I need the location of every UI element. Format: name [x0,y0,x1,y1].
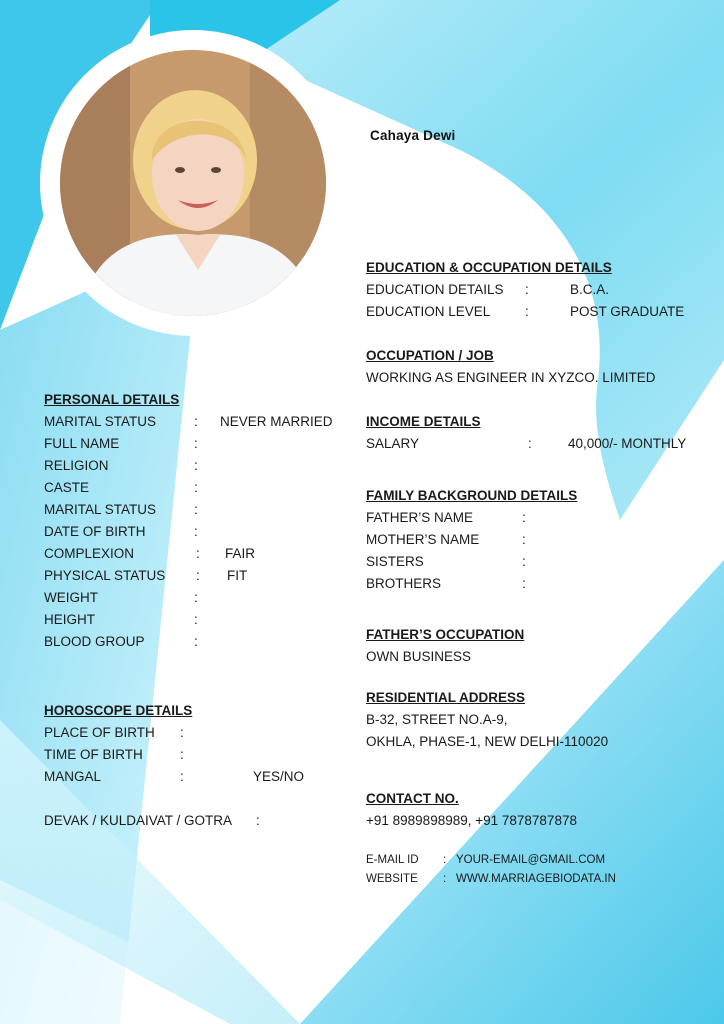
brothers-label: BROTHERS [366,576,442,591]
physical-status-label: PHYSICAL STATUS [44,568,166,583]
physical-status-value: FIT [227,568,248,583]
contact-phones: +91 8989898989, +91 7878787878 [366,813,577,828]
caste-label: CASTE [44,480,90,495]
fathers-name-sep: : [522,510,526,525]
occupation-heading: OCCUPATION / JOB [366,348,494,363]
gotra-label: DEVAK / KULDAIVAT / GOTRA [44,813,233,828]
horoscope-heading: HOROSCOPE DETAILS [44,703,193,718]
marital-status-value: NEVER MARRIED [220,414,333,429]
personal-heading: PERSONAL DETAILS [44,392,180,407]
weight-label: WEIGHT [44,590,98,605]
contact-heading: CONTACT NO. [366,791,459,806]
education-details-label: EDUCATION DETAILS [366,282,504,297]
complexion-value: FAIR [225,546,256,561]
full-name-label: FULL NAME [44,436,120,451]
profile-name: Cahaya Dewi [370,128,456,143]
religion-sep: : [194,458,198,473]
mothers-name-sep: : [522,532,526,547]
website-sep: : [443,873,447,885]
mangal-value: YES/NO [253,769,305,784]
religion-label: RELIGION [44,458,109,473]
brothers-sep: : [522,576,526,591]
mangal-sep: : [180,769,184,784]
salary-sep: : [528,436,532,451]
gotra-sep: : [256,813,260,828]
marital-status-label: MARITAL STATUS [44,414,157,429]
education-level-value: POST GRADUATE [570,304,685,319]
father-occupation-heading: FATHER’S OCCUPATION [366,627,525,642]
blood-group-label: BLOOD GROUP [44,634,145,649]
height-sep: : [194,612,198,627]
address-line-1: B-32, STREET NO.A-9, [366,712,508,727]
sisters-label: SISTERS [366,554,424,569]
weight-sep: : [194,590,198,605]
education-level-label: EDUCATION LEVEL [366,304,491,319]
address-heading: RESIDENTIAL ADDRESS [366,690,526,705]
date-of-birth-sep: : [194,524,198,539]
place-of-birth-label: PLACE OF BIRTH [44,725,155,740]
time-of-birth-sep: : [180,747,184,762]
family-heading: FAMILY BACKGROUND DETAILS [366,488,578,503]
complexion-label: COMPLEXION [44,546,135,561]
mangal-label: MANGAL [44,769,102,784]
caste-sep: : [194,480,198,495]
address-line-2: OKHLA, PHASE-1, NEW DELHI-110020 [366,734,609,749]
blood-group-sep: : [194,634,198,649]
marital-status-2-label: MARITAL STATUS [44,502,157,517]
education-heading: EDUCATION & OCCUPATION DETAILS [366,260,612,275]
full-name-sep: : [194,436,198,451]
email-link[interactable]: YOUR-EMAIL@GMAIL.COM [456,854,606,866]
fathers-name-label: FATHER’S NAME [366,510,474,525]
education-details-value: B.C.A. [570,282,610,297]
father-occupation-value: OWN BUSINESS [366,649,472,664]
date-of-birth-label: DATE OF BIRTH [44,524,146,539]
profile-photo [60,50,326,316]
website-label: WEBSITE [366,873,418,885]
website-link[interactable]: WWW.MARRIAGEBIODATA.IN [456,873,616,885]
height-label: HEIGHT [44,612,96,627]
email-label: E-MAIL ID [366,854,419,866]
education-level-sep: : [525,304,529,319]
email-sep: : [443,854,447,866]
time-of-birth-label: TIME OF BIRTH [44,747,143,762]
income-heading: INCOME DETAILS [366,414,481,429]
salary-value: 40,000/- MONTHLY [568,436,687,451]
place-of-birth-sep: : [180,725,184,740]
salary-label: SALARY [366,436,420,451]
complexion-sep: : [196,546,200,561]
education-details-sep: : [525,282,529,297]
sisters-sep: : [522,554,526,569]
physical-status-sep: : [196,568,200,583]
occupation-value: WORKING AS ENGINEER IN XYZCO. LIMITED [366,370,656,385]
marital-status-2-sep: : [194,502,198,517]
marital-status-sep: : [194,414,198,429]
mothers-name-label: MOTHER’S NAME [366,532,480,547]
